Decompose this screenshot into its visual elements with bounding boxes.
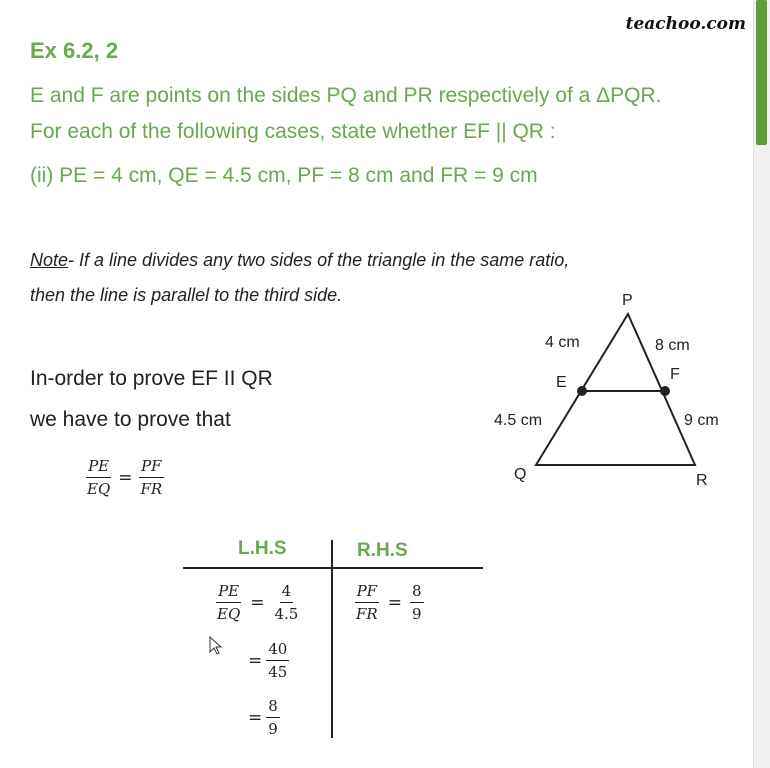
numerator: PF [139, 457, 164, 478]
question-line-2: For each of the following cases, state whether EF || QR : [30, 120, 556, 143]
equals-sign: = [248, 650, 263, 671]
note-text-1: - If a line divides any two sides of the triangle in the same ratio, [68, 250, 570, 270]
numerator: 8 [410, 582, 424, 603]
equals-sign: = [250, 592, 265, 613]
note-label: Note [30, 250, 69, 270]
denominator: 9 [268, 720, 278, 738]
rhs-header: R.H.S [357, 540, 408, 561]
length-fr-label: 9 cm [684, 412, 719, 429]
fraction-pe-eq [85, 457, 112, 498]
note-line-2: then the line is parallel to the third side. [30, 285, 343, 305]
point-f-label: F [670, 366, 680, 383]
length-pe-label: 4 cm [545, 334, 580, 351]
table-vertical-rule [331, 540, 333, 738]
point-f [660, 386, 670, 396]
equals-sign: = [387, 592, 402, 613]
question-line-3: (ii) PE = 4 cm, QE = 4.5 cm, PF = 8 cm and FR = 9 cm [30, 164, 538, 187]
mouse-cursor-icon [209, 636, 223, 656]
vertex-p-label: P [622, 292, 633, 309]
denominator: 4.5 [274, 605, 299, 623]
numerator: 40 [266, 640, 289, 661]
fraction-pe-eq [215, 582, 242, 623]
fraction-pf-fr [139, 457, 165, 498]
vertical-scrollbar[interactable] [753, 0, 770, 768]
fraction-pf-fr [354, 582, 380, 623]
note-line-1 [30, 250, 569, 271]
denominator: 45 [268, 663, 288, 681]
fraction-4-4.5 [273, 582, 301, 623]
fraction-40-45 [266, 640, 289, 681]
vertex-r-label: R [696, 472, 708, 489]
point-e-label: E [556, 374, 567, 391]
proof-line-2: we have to prove that [30, 408, 231, 431]
numerator: 8 [266, 697, 280, 718]
vertex-q-label: Q [514, 466, 527, 483]
numerator: PE [216, 582, 241, 603]
proof-line-1: In-order to prove EF II QR [30, 367, 273, 390]
question-line-1: E and F are points on the sides PQ and PR respectively of a ΔPQR. [30, 84, 662, 107]
denominator: FR [356, 605, 378, 623]
rhs-step-1 [354, 582, 424, 623]
point-e [577, 386, 587, 396]
equals-sign: = [118, 467, 133, 488]
exercise-title: Ex 6.2, 2 [30, 38, 119, 63]
lhs-header: L.H.S [238, 538, 287, 559]
fraction-8-9 [266, 697, 280, 738]
denominator: EQ [87, 480, 111, 498]
lhs-step-3 [248, 697, 280, 738]
lhs-step-1 [215, 582, 300, 623]
fraction-8-9 [410, 582, 424, 623]
numerator: PF [355, 582, 380, 603]
ratio-equation [85, 457, 164, 498]
denominator: FR [140, 480, 163, 498]
length-pf-label: 8 cm [655, 337, 690, 354]
lhs-step-2 [248, 640, 289, 681]
scrollbar-thumb[interactable] [756, 0, 767, 145]
numerator: PE [86, 457, 111, 478]
length-eq-label: 4.5 cm [494, 412, 543, 429]
numerator: 4 [280, 582, 294, 603]
denominator: 9 [411, 605, 422, 623]
brand-logo: teachoo.com [625, 14, 746, 34]
table-horizontal-rule [183, 567, 483, 569]
denominator: EQ [217, 605, 241, 623]
equals-sign: = [248, 707, 263, 728]
